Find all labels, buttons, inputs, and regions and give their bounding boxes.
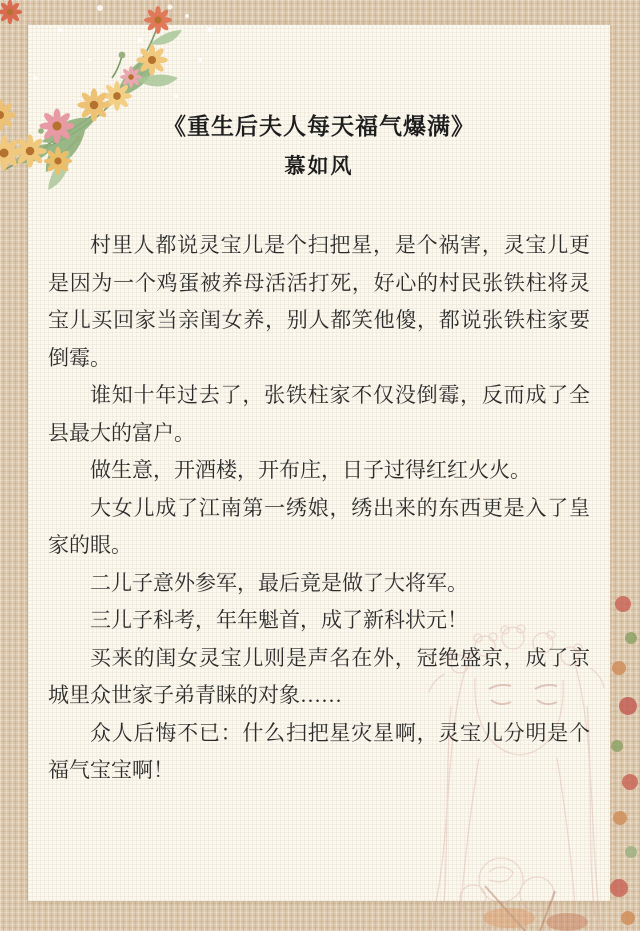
paragraph: 大女儿成了江南第一绣娘，绣出来的东西更是入了皇家的眼。 [48, 495, 590, 557]
paragraph: 谁知十年过去了，张铁柱家不仅没倒霉，反而成了全县最大的富户。 [48, 383, 590, 445]
paragraph: 村里人都说灵宝儿是个扫把星，是个祸害，灵宝儿更是因为一个鸡蛋被养母活活打死，好心的村民张铁柱将灵宝儿买回家当亲闺女养，别人都笑他傻，都说张铁柱家要倒霉。 [48, 233, 590, 370]
synopsis-content [28, 111, 610, 790]
paragraph: 买来的闺女灵宝儿则是声名在外，冠绝盛京，成了京城里众世家子弟青睐的对象…… [48, 645, 590, 707]
synopsis-paragraphs [48, 227, 590, 790]
author-name: 慕如风 [284, 155, 354, 178]
paper-card [28, 25, 610, 901]
paragraph: 众人后悔不已：什么扫把星灾星啊，灵宝儿分明是个福气宝宝啊！ [48, 720, 590, 782]
book-title: 《重生后夫人每天福气爆满》 [163, 113, 475, 139]
paragraph: 二儿子意外参军，最后竟是做了大将军。 [90, 570, 468, 595]
paragraph: 三儿子科考，年年魁首，成了新科状元！ [90, 608, 468, 632]
paragraph: 做生意，开酒楼，开布庄，日子过得红红火火。 [90, 458, 531, 482]
